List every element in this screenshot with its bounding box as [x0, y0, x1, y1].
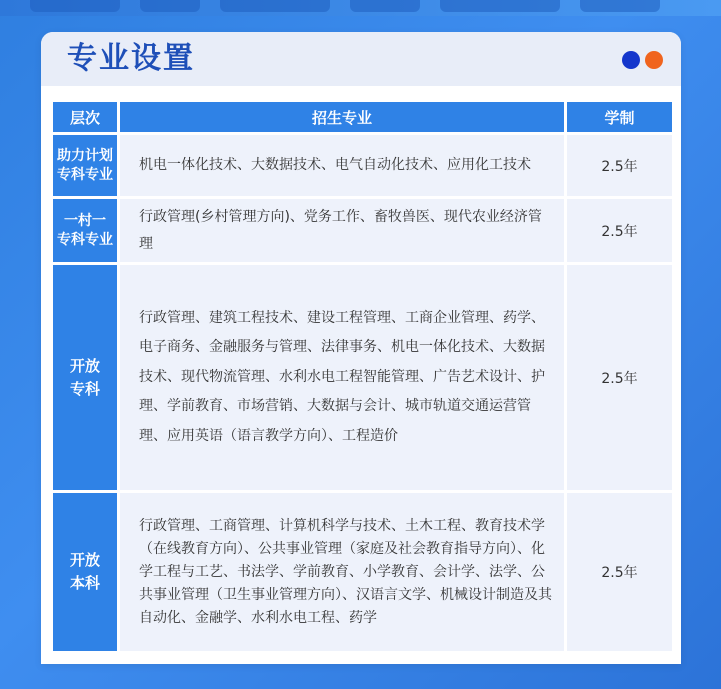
majors-text: 行政管理、建筑工程技术、建设工程管理、工商企业管理、药学、电子商务、金融服务与管理、法律事务、机电一体化技术、大数据技术、现代物流管理、水利水电工程智能管理、广告艺术设计、护理、学前教育、市场营销、大数据与会计、城市轨道交通运营管理、应用英语（语言教学方向）、工程造价 [139, 309, 545, 444]
orange-dot-decoration [645, 51, 663, 69]
level-line-2: 专科专业 [57, 231, 113, 248]
level-line-2: 本科 [69, 574, 100, 592]
duration-cell: 2.5年 [567, 135, 672, 196]
majors-cell [120, 265, 564, 490]
top-banner-decoration [0, 0, 721, 16]
level-cell [53, 265, 117, 490]
majors-text: 行政管理、工商管理、计算机科学与技术、土木工程、教育技术学（在线教育方向）、公共事业管理（家庭及社会教育指导方向）、化学工程与工艺、书法学、学前教育、小学教育、会计学、法学、公共事业管理（卫生事业管理方向）、汉语言文学、机械设计制造及其自动化、金融学、水利水电工程、药学 [139, 517, 552, 626]
majors-text: 机电一体化技术、大数据技术、电气自动化技术、应用化工技术 [139, 157, 531, 173]
card-header [41, 32, 681, 86]
majors-cell [120, 493, 564, 651]
majors-cell [120, 199, 564, 262]
level-line-1: 开放 [69, 356, 100, 375]
card-title: 专业设置 [67, 41, 195, 76]
majors-cell [120, 135, 564, 196]
duration-cell: 2.5年 [567, 199, 672, 262]
level-line-1: 一村一 [64, 212, 106, 229]
level-cell [53, 493, 117, 651]
duration-cell: 2.5年 [567, 265, 672, 490]
header-major: 招生专业 [120, 102, 564, 132]
header-level: 层次 [53, 102, 117, 132]
level-line-2: 专科 [69, 379, 100, 398]
level-line-2: 专科专业 [57, 166, 113, 183]
level-line-1: 开放 [69, 551, 100, 569]
majors-text: 行政管理(乡村管理方向)、党务工作、畜牧兽医、现代农业经济管理 [139, 208, 542, 252]
header-duration: 学制 [567, 102, 672, 132]
major-settings-card [41, 32, 681, 664]
duration-cell: 2.5年 [567, 493, 672, 651]
level-cell [53, 135, 117, 196]
level-line-1: 助力计划 [57, 147, 113, 164]
level-cell [53, 199, 117, 262]
blue-dot-decoration [622, 51, 640, 69]
